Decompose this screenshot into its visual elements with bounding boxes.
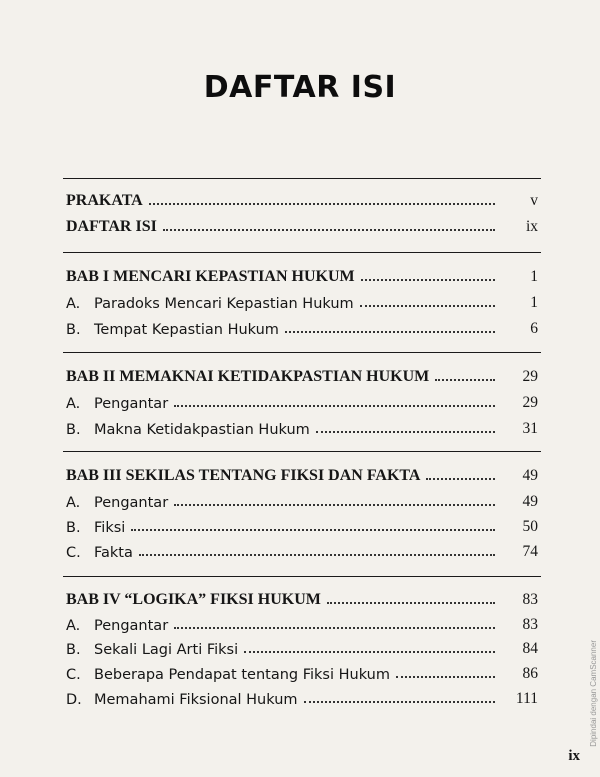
leader-dots	[174, 627, 495, 629]
leader-dots	[304, 701, 495, 703]
leader-dots	[361, 279, 495, 281]
leader-dots	[174, 405, 495, 407]
toc-label: Fakta	[94, 545, 133, 561]
toc-section[interactable]	[66, 684, 538, 708]
toc-label: BAB IV “LOGIKA” FIKSI HUKUM	[66, 591, 321, 608]
toc-section-number: D.	[66, 692, 82, 708]
divider	[63, 451, 541, 452]
toc-page: 86	[522, 665, 538, 682]
toc-section[interactable]	[66, 414, 538, 438]
toc-section-number: B.	[66, 642, 81, 658]
toc-chapter-3[interactable]	[66, 461, 538, 485]
toc-page: 83	[522, 616, 538, 633]
leader-dots	[139, 554, 495, 556]
toc-page: 29	[522, 394, 538, 411]
toc-label: BAB I MENCARI KEPASTIAN HUKUM	[66, 268, 355, 285]
toc-label: Paradoks Mencari Kepastian Hukum	[94, 296, 354, 312]
toc-label: BAB II MEMAKNAI KETIDAKPASTIAN HUKUM	[66, 368, 430, 385]
toc-section-number: A.	[66, 495, 81, 511]
toc-section-number: A.	[66, 618, 81, 634]
leader-dots	[360, 305, 495, 307]
toc-page: v	[530, 192, 538, 209]
leader-dots	[285, 331, 495, 333]
toc-page: 1	[530, 268, 538, 285]
scanner-watermark: Dipindai dengan CamScanner	[589, 640, 598, 747]
toc-section-number: C.	[66, 667, 81, 683]
page-number: ix	[568, 748, 580, 764]
leader-dots	[327, 602, 495, 604]
toc-label: Pengantar	[94, 396, 169, 412]
toc-label: Makna Ketidakpastian Hukum	[94, 422, 310, 438]
toc-label: Memahami Fiksional Hukum	[94, 692, 298, 708]
leader-dots	[163, 229, 495, 231]
toc-chapter-2[interactable]	[66, 362, 538, 386]
page-title: DAFTAR ISI	[203, 70, 397, 105]
toc-page: 111	[515, 690, 538, 707]
toc-section[interactable]	[66, 634, 538, 658]
toc-section-number: B.	[66, 520, 81, 536]
toc-page: 29	[522, 368, 538, 385]
divider	[63, 252, 541, 253]
leader-dots	[149, 203, 495, 205]
toc-section[interactable]	[66, 512, 538, 536]
toc-section[interactable]	[66, 487, 538, 511]
toc-entry-prakata[interactable]	[66, 186, 538, 210]
toc-section[interactable]	[66, 314, 538, 338]
leader-dots	[316, 431, 495, 433]
toc-label: Pengantar	[94, 618, 169, 634]
toc-page: 49	[522, 493, 538, 510]
toc-label: DAFTAR ISI	[66, 218, 157, 235]
toc-page: ix	[525, 218, 538, 235]
toc-page: 83	[522, 591, 538, 608]
divider	[63, 178, 541, 179]
toc-page: 50	[522, 518, 538, 535]
leader-dots	[435, 379, 495, 381]
divider	[63, 352, 541, 353]
toc-section-number: C.	[66, 545, 81, 561]
toc-section[interactable]	[66, 610, 538, 634]
toc-section-number: A.	[66, 296, 81, 312]
toc-label: Beberapa Pendapat tentang Fiksi Hukum	[94, 667, 390, 683]
toc-page: 1	[530, 294, 538, 311]
toc-label: Pengantar	[94, 495, 169, 511]
leader-dots	[174, 504, 495, 506]
toc-page: 31	[522, 420, 538, 437]
toc-section-number: B.	[66, 422, 81, 438]
toc-label: Fiksi	[94, 520, 126, 536]
leader-dots	[396, 676, 495, 678]
toc-label: BAB III SEKILAS TENTANG FIKSI DAN FAKTA	[66, 467, 421, 484]
toc-page: 74	[522, 543, 538, 560]
toc-section[interactable]	[66, 288, 538, 312]
leader-dots	[426, 478, 495, 480]
toc-label: Tempat Kepastian Hukum	[94, 322, 279, 338]
toc-page: 49	[522, 467, 538, 484]
toc-chapter-4[interactable]	[66, 585, 538, 609]
toc-entry-daftar-isi[interactable]	[66, 212, 538, 236]
toc-section-number: A.	[66, 396, 81, 412]
toc-page: 6	[530, 320, 538, 337]
toc-section[interactable]	[66, 537, 538, 561]
leader-dots	[244, 651, 495, 653]
toc-label: PRAKATA	[66, 192, 143, 209]
leader-dots	[131, 529, 495, 531]
toc-section-number: B.	[66, 322, 81, 338]
toc-label: Sekali Lagi Arti Fiksi	[94, 642, 239, 658]
toc-section[interactable]	[66, 388, 538, 412]
toc-section[interactable]	[66, 659, 538, 683]
toc-page: 84	[522, 640, 538, 657]
toc-chapter-1[interactable]	[66, 262, 538, 286]
divider	[63, 576, 541, 577]
